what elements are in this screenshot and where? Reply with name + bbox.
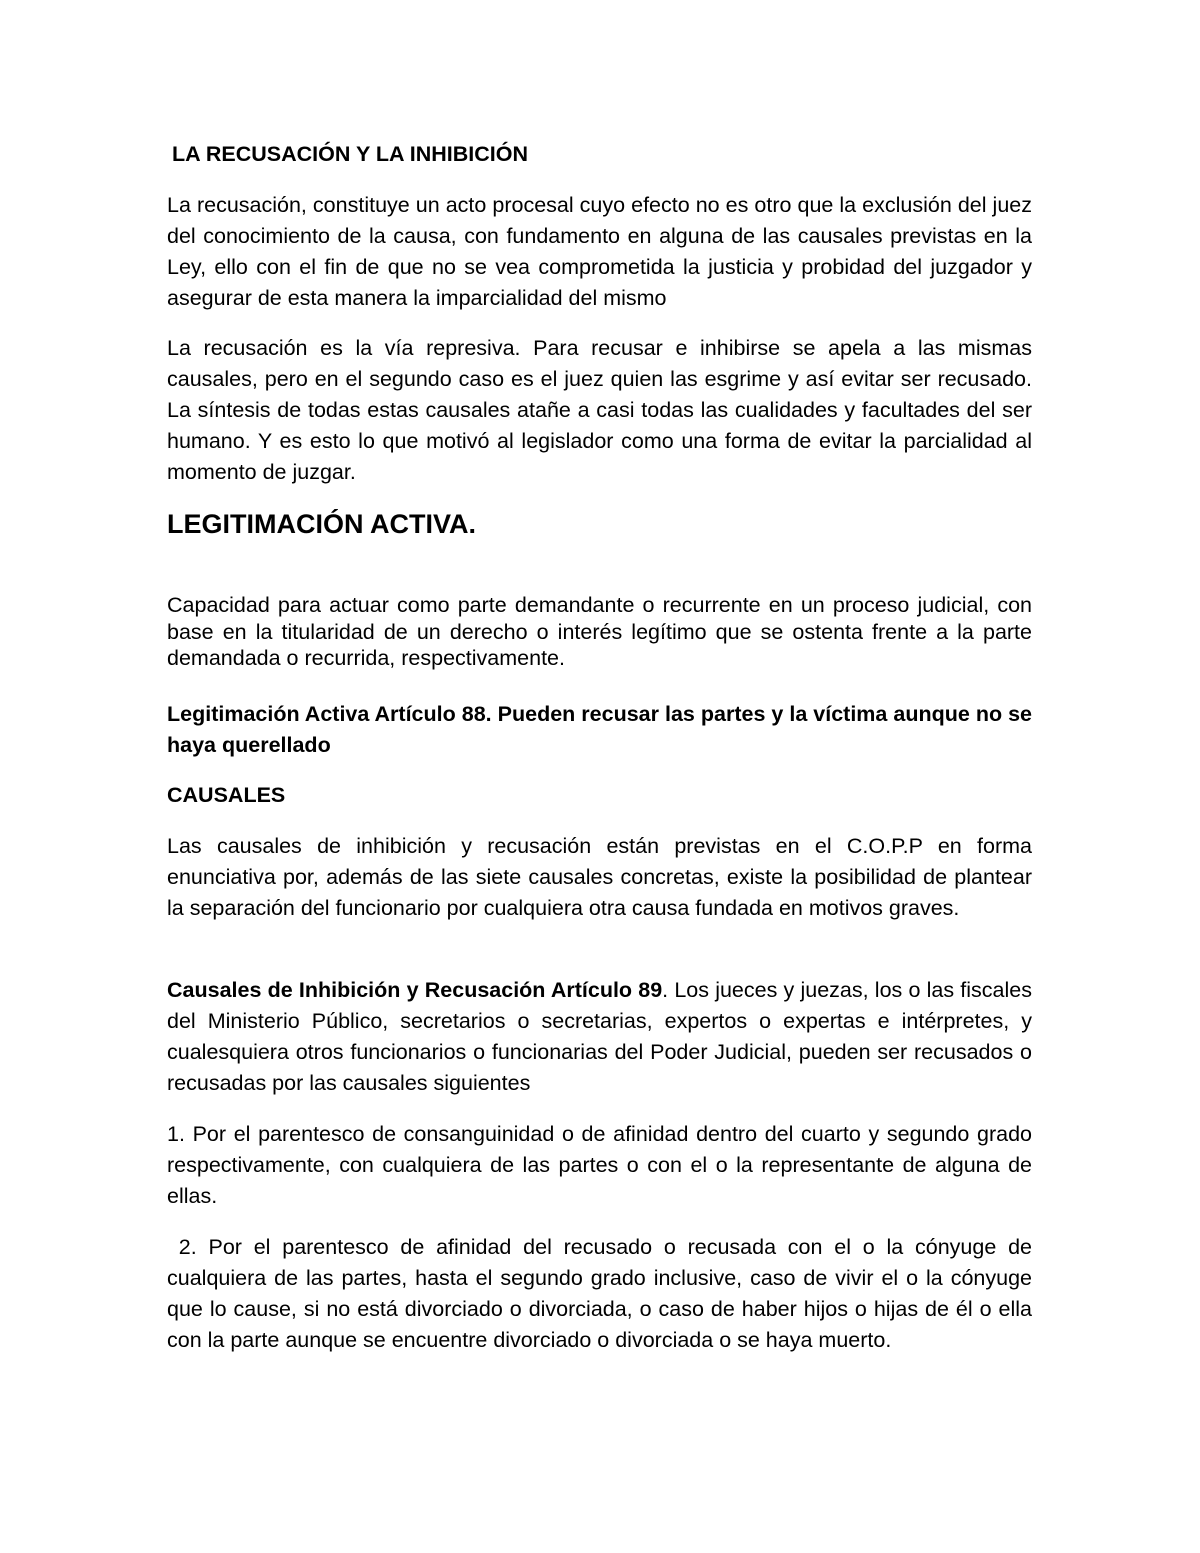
paragraph-recusacion-via-represiva: La recusación es la vía represiva. Para recusar e inhibirse se apela a las mismas causales, pero en el segundo caso es el juez quien las esgrime y así evitar ser recusado. La síntesis de todas estas causales atañe a casi todas las cualidades y facultades del ser humano. Y es esto lo que motivó al legislador como una forma de evitar la parcialidad al momento de juzgar.	[167, 336, 1032, 484]
paragraph-recusacion-definition: La recusación, constituye un acto procesal cuyo efecto no es otro que la exclusión del juez del conocimiento de la causa, con fundamento en alguna de las causales previstas en la Ley, ello con el fin de que no se vea comprometida la justicia y probidad del juzgador y asegurar de esta manera la imparcialidad del mismo	[167, 193, 1032, 310]
list-item-causal-2: 2. Por el parentesco de afinidad del recusado o recusada con el o la cónyuge de cualquiera de las partes, hasta el segundo grado inclusive, caso de vivir el o la cónyuge que lo cause, si no está divorciado o divorciada, o caso de haber hijos o hijas de él o ella con la parte aunque se encuentre divorciado o divorciada o se haya muerto.	[167, 1235, 1038, 1352]
heading-legitimacion-activa: LEGITIMACIÓN ACTIVA.	[167, 509, 476, 539]
list-item-causal-1: 1. Por el parentesco de consanguinidad o de afinidad dentro del cuarto y segundo grado respectivamente, con cualquiera de las partes o con el o la representante de alguna de ellas.	[167, 1122, 1032, 1208]
paragraph-articulo-89	[167, 975, 1032, 1099]
section-title: LA RECUSACIÓN Y LA INHIBICIÓN	[172, 142, 528, 166]
paragraph-articulo-88: Legitimación Activa Artículo 88. Pueden recusar las partes y la víctima aunque no se haya querellado	[167, 702, 1032, 757]
heading-causales: CAUSALES	[167, 783, 286, 807]
articulo-89-text: . Los jueces y juezas, los o las fiscales del Ministerio Público, secretarios o secretarias, expertos o expertas e intérpretes, y cualesquiera otros funcionarios o funcionarias del Poder Judicial, pueden ser recusados o recusadas por las causales siguientes	[167, 978, 1032, 1095]
paragraph-capacidad: Capacidad para actuar como parte demandante o recurrente en un proceso judicial, con base en la titularidad de un derecho o interés legítimo que se ostenta frente a la parte demandada o recurrida, respectivamente.	[167, 593, 1032, 670]
paragraph-causales-description: Las causales de inhibición y recusación están previstas en el C.O.P.P en forma enunciativa por, además de las siete causales concretas, existe la posibilidad de plantear la separación del funcionario por cualquiera otra causa fundada en motivos graves.	[167, 834, 1032, 920]
articulo-89-title: Causales de Inhibición y Recusación Artículo 89	[167, 978, 663, 1002]
